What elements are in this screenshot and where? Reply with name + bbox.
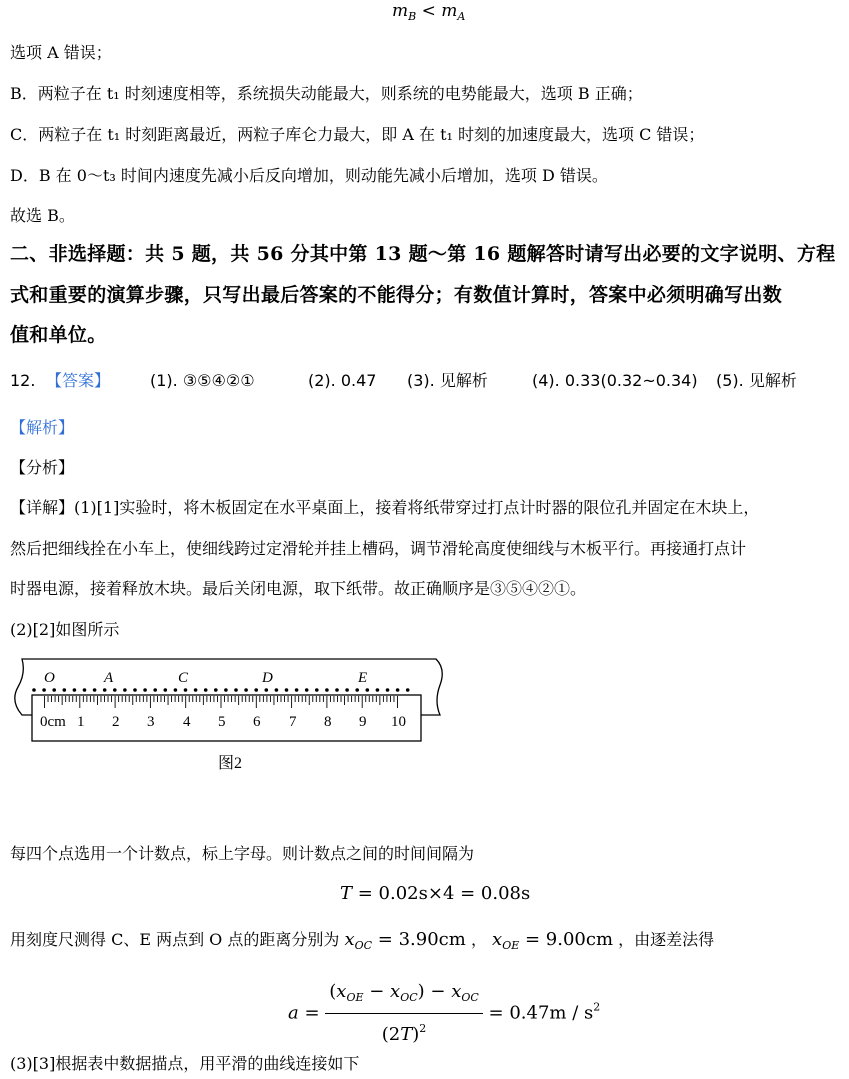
tape-dot: [32, 688, 36, 692]
tape-dot: [103, 688, 107, 692]
ruler-label-4: 4: [183, 714, 191, 730]
tape-dot: [224, 688, 228, 692]
section-heading-line-2: 式和重要的演算步骤，只写出最后答案的不能得分；有数值计算时，答案中必须明确写出数: [10, 284, 783, 306]
ruler-label-7: 7: [289, 714, 297, 730]
tape-dot: [143, 688, 147, 692]
period-formula: T = 0.02s×4 = 0.08s: [340, 883, 531, 904]
tape-dot: [254, 688, 258, 692]
tape-dot: [194, 688, 198, 692]
top-formula: $m_B < m_A$: [392, 1, 466, 23]
point-label-o: O: [44, 670, 55, 686]
part2-label: (2)[2]如图所示: [10, 620, 120, 639]
question-number: 12.: [10, 371, 36, 390]
point-label-d: D: [262, 670, 273, 686]
tape-dot: [315, 688, 319, 692]
tape-dot: [184, 688, 188, 692]
tape-dot: [164, 688, 168, 692]
tape-dot: [396, 688, 400, 692]
tape-dot: [234, 688, 238, 692]
ruler-label-5: 5: [218, 714, 226, 730]
tape-dot: [214, 688, 218, 692]
tape-dot: [366, 688, 370, 692]
tape-dot: [63, 688, 67, 692]
tape-dot: [345, 688, 349, 692]
section-heading-line-3: 值和单位。: [10, 324, 107, 346]
tape-dot: [376, 688, 380, 692]
answer-2: (2). 0.47: [308, 371, 377, 390]
accel-formula: a = $\frac{(x_{OE} - x_{OC}) - x_{OC}}{(2T)^2}$ = $0.47m / s^2$: [288, 981, 601, 1045]
measure-suffix: ，由逐差法得: [618, 930, 715, 949]
xoc-value: $x_{OC} = 3.90cm$: [344, 929, 466, 952]
tape-dot: [244, 688, 248, 692]
choose-b: 故选 B。: [10, 206, 75, 225]
xoe-value: $x_{OE} = 9.00cm$: [492, 929, 614, 952]
measure-line: [10, 930, 714, 956]
ruler-label-2: 2: [112, 714, 120, 730]
option-a-wrong: 选项 A 错误；: [10, 43, 112, 62]
part3-label: (3)[3]根据表中数据描点，用平滑的曲线连接如下: [10, 1054, 360, 1073]
answer-4: (4). 0.33(0.32~0.34): [532, 371, 698, 390]
point-label-c: C: [178, 670, 189, 686]
option-d: D．B 在 0～t₃ 时间内速度先减小后反向增加，则动能先减小后增加，选项 D 错误。: [10, 166, 608, 185]
measure-prefix: 用刻度尺测得 C、E 两点到 O 点的距离分别为: [10, 930, 340, 949]
tape-dot: [295, 688, 299, 692]
accel-fraction: $\frac{(x_{OE} - x_{OC}) - x_{OC}}{(2T)^2}$: [325, 980, 483, 1047]
fenxi-tag: 【分析】: [10, 458, 75, 477]
figure-caption: 图2: [218, 755, 243, 772]
answer-tag: 【答案】: [46, 371, 111, 390]
tape-dot: [174, 688, 178, 692]
tape-dot: [123, 688, 127, 692]
answer-5: (5). 见解析: [716, 371, 797, 390]
tape-dot: [406, 688, 410, 692]
point-label-a: A: [104, 670, 114, 686]
ruler-label-8: 8: [324, 714, 332, 730]
every-four-line: 每四个点选用一个计数点，标上字母。则计数点之间的时间间隔为: [10, 844, 475, 863]
tape-dot: [285, 688, 289, 692]
ruler-label-3: 3: [147, 714, 155, 730]
detail-line-2: 然后把细线拴在小车上，使细线跨过定滑轮并挂上槽码，调节滑轮高度使细线与木板平行。再接通打点计: [10, 539, 747, 558]
tape-dot: [113, 688, 117, 692]
ruler-label-10: 10: [391, 714, 406, 730]
option-c: C．两粒子在 t₁ 时刻距离最近，两粒子库仑力最大，即 A 在 t₁ 时刻的加速度最大，选项 C 错误；: [10, 125, 705, 144]
answer-1: (1). ③⑤④②①: [150, 371, 255, 390]
tape-ruler-figure: [8, 655, 448, 775]
ruler-label-6: 6: [253, 714, 261, 730]
tape-dot: [73, 688, 77, 692]
tape-dot: [335, 688, 339, 692]
tape-dot: [275, 688, 279, 692]
section-heading-line-1: 二、非选择题：共 5 题，共 56 分其中第 13 题～第 16 题解答时请写出必要的文字说明、方程: [10, 243, 836, 265]
measure-sep: ，: [470, 930, 487, 949]
detail-line-3: 时器电源，接着释放木块。最后关闭电源，取下纸带。故正确顺序是③⑤④②①。: [10, 579, 587, 598]
ruler-label-9: 9: [359, 714, 367, 730]
option-b: B．两粒子在 t₁ 时刻速度相等，系统损失动能最大，则系统的电势能最大，选项 B 正确；: [10, 84, 643, 103]
ruler-label-1: 1: [77, 714, 85, 730]
tape-dot: [83, 688, 87, 692]
tape-dot: [204, 688, 208, 692]
tape-dot: [133, 688, 137, 692]
tape-dot: [153, 688, 157, 692]
tape-dot: [305, 688, 309, 692]
tape-dot: [325, 688, 329, 692]
tape-dot: [265, 688, 269, 692]
tape-dot: [93, 688, 97, 692]
answer-row: [10, 371, 840, 393]
analysis-tag: 【解析】: [10, 418, 75, 437]
ruler-label-0: 0cm: [40, 714, 66, 730]
tape-dot: [386, 688, 390, 692]
tape-dot: [355, 688, 359, 692]
tape-dot: [42, 688, 46, 692]
point-label-e: E: [358, 670, 368, 686]
answer-3: (3). 见解析: [407, 371, 488, 390]
tape-dot: [52, 688, 56, 692]
detail-line-1: 【详解】(1)[1]实验时，将木板固定在水平桌面上，接着将纸带穿过打点计时器的限位孔并固定在木块上，: [10, 498, 760, 517]
